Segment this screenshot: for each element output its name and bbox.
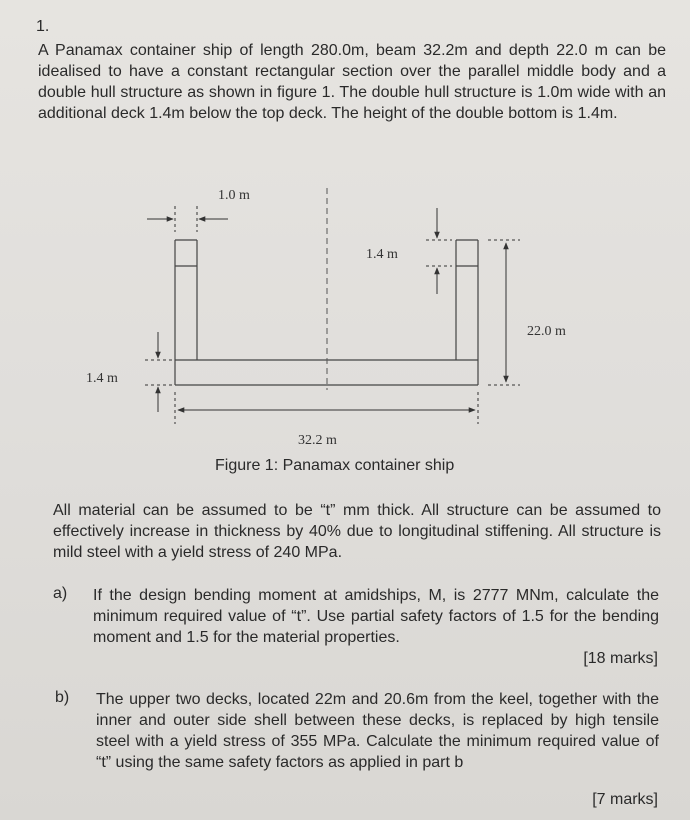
part-a-text: If the design bending moment at amidships, M, is 2777 MNm, calculate the minimum required value of “t”. Use partial safety factors of 1.5 for the bending moment and 1.5 for the material properties. [93, 587, 659, 646]
double-bottom-label: 1.4 m [86, 371, 118, 386]
part-a-marks: [18 marks] [583, 650, 658, 667]
assumptions-paragraph: All material can be assumed to be “t” mm thick. All structure can be assumed to effectively increase in thickness by 40% due to longitudinal stiffening. All structure is mild steel with a yield stress of 240 MPa. [53, 502, 661, 561]
side-width-label: 1.0 m [218, 188, 250, 203]
question-number: 1. [36, 18, 50, 35]
part-b-letter: b) [55, 689, 70, 706]
depth-label: 22.0 m [527, 324, 566, 339]
beam-label: 32.2 m [298, 433, 337, 448]
intro-paragraph: A Panamax container ship of length 280.0m, beam 32.2m and depth 22.0 m can be idealised to have a constant rectangular section over the parallel middle body and a double hull structure as shown in figure 1. The double hull structure is 1.0m wide with an additional deck 1.4m below the top deck. The height of the double bottom is 1.4m. [38, 42, 666, 122]
part-a-letter: a) [53, 585, 68, 602]
part-b-marks: [7 marks] [592, 791, 658, 808]
deck-gap-label: 1.4 m [366, 247, 398, 262]
part-b-text: The upper two decks, located 22m and 20.6m from the keel, together with the inner and outer side shell between these decks, is replaced by high tensile steel with a yield stress of 355 MPa. Calculate the minimum required value of “t” using the same safety factors as applied in part b [96, 691, 659, 771]
figure-caption: Figure 1: Panamax container ship [215, 457, 455, 474]
